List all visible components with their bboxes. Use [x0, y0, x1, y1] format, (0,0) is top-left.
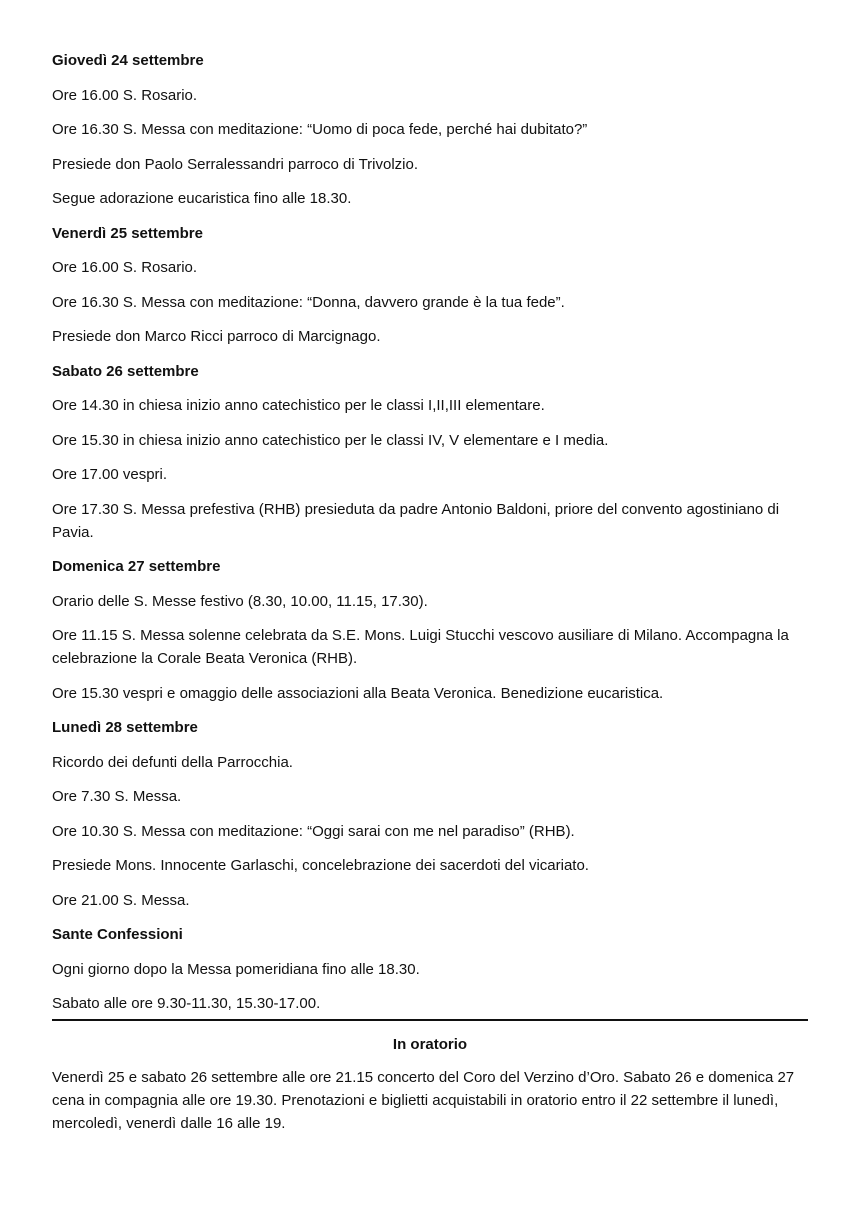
section-heading: Venerdì 25 settembre: [52, 224, 203, 242]
schedule-line: Ore 11.15 S. Messa solenne celebrata da S.E. Mons. Luigi Stucchi vescovo ausiliare di Milano. Accompagna la celebrazione la Corale Beata Veronica (RHB).: [52, 627, 789, 667]
schedule-line: Ore 17.30 S. Messa prefestiva (RHB) presieduta da padre Antonio Baldoni, priore del convento agostiniano di Pavia.: [52, 500, 780, 541]
section-heading: Domenica 27 settembre: [52, 558, 221, 575]
section-heading: Sante Confessioni: [52, 926, 183, 943]
schedule-line: Ore 17.00 vespri.: [52, 466, 168, 483]
schedule-line: Ore 15.30 in chiesa inizio anno catechistico per le classi IV, V elementare e I media.: [52, 431, 609, 449]
schedule-line: Ore 7.30 S. Messa.: [52, 788, 182, 805]
schedule-line: Ricordo dei defunti della Parrocchia.: [52, 753, 293, 771]
schedule-line: Ore 21.00 S. Messa.: [52, 891, 190, 909]
oratorio-title: In oratorio: [392, 1035, 468, 1053]
section-heading: Giovedì 24 settembre: [52, 52, 204, 69]
section-heading: Sabato 26 settembre: [52, 362, 199, 380]
schedule-line: Sabato alle ore 9.30-11.30, 15.30-17.00.: [52, 995, 321, 1012]
schedule-line: Ore 16.30 S. Messa con meditazione: “Donna, davvero grande è la tua fede”.: [52, 293, 565, 311]
schedule-line: Presiede don Paolo Serralessandri parroco di Trivolzio.: [52, 155, 419, 173]
schedule-line: Ore 14.30 in chiesa inizio anno catechistico per le classi I,II,III elementare.: [52, 397, 545, 414]
schedule-line: Presiede don Marco Ricci parroco di Marcignago.: [52, 328, 381, 345]
schedule-line: Ore 16.00 S. Rosario.: [52, 86, 198, 104]
section-heading: Lunedì 28 settembre: [52, 719, 198, 736]
schedule-line: Orario delle S. Messe festivo (8.30, 10.00, 11.15, 17.30).: [52, 592, 428, 610]
schedule-line: Ogni giorno dopo la Messa pomeridiana fino alle 18.30.: [52, 960, 420, 978]
schedule-line: Ore 10.30 S. Messa con meditazione: “Oggi sarai con me nel paradiso” (RHB).: [52, 822, 575, 840]
schedule-line: Ore 16.30 S. Messa con meditazione: “Uomo di poca fede, perché hai dubitato?”: [52, 121, 588, 138]
schedule-line: Ore 15.30 vespri e omaggio delle associazioni alla Beata Veronica. Benedizione eucaristica.: [52, 684, 664, 702]
schedule-line: Presiede Mons. Innocente Garlaschi, concelebrazione dei sacerdoti del vicariato.: [52, 857, 589, 874]
oratorio-paragraph: Venerdì 25 e sabato 26 settembre alle ore 21.15 concerto del Coro del Verzino d’Oro. Sabato 26 e domenica 27 cena in compagnia alle ore 19.30. Prenotazioni e biglietti acquistabili in oratorio entro il 22 settembre il lunedì, mercoledì, venerdì dalle 16 alle 19.: [52, 1068, 795, 1132]
schedule-line: Ore 16.00 S. Rosario.: [52, 259, 198, 276]
document-page: [52, 49, 808, 1135]
section-divider: [52, 1019, 808, 1021]
schedule-line: Segue adorazione eucaristica fino alle 18.30.: [52, 190, 352, 207]
